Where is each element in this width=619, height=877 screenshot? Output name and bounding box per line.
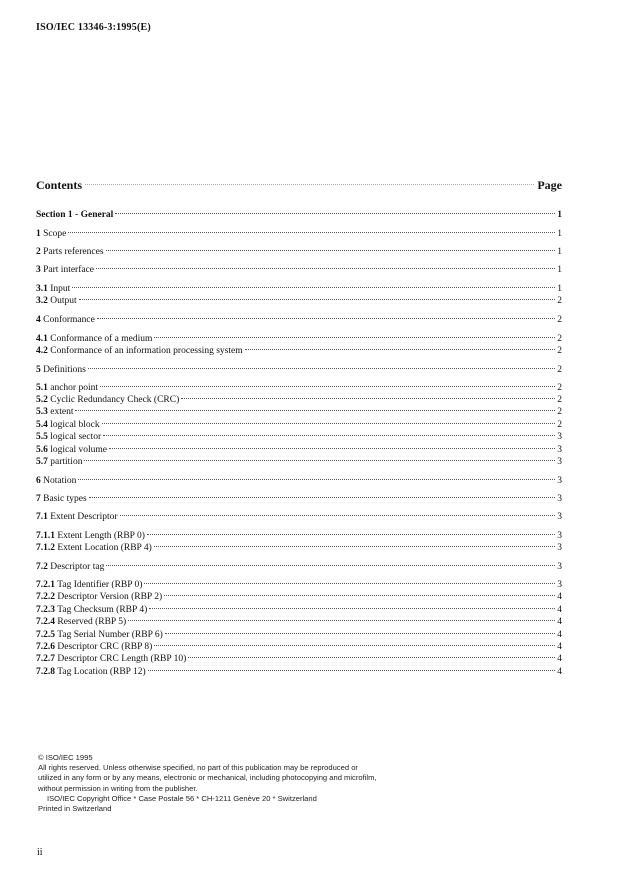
toc-entry-number: 5.4 bbox=[36, 420, 48, 430]
toc-entry-title: Conformance of a medium bbox=[50, 334, 153, 344]
toc-entry-page: 3 bbox=[557, 580, 562, 590]
dot-leader bbox=[84, 460, 555, 461]
dot-leader bbox=[109, 448, 555, 449]
toc-entry-label bbox=[36, 346, 243, 357]
toc-entry-page: 4 bbox=[557, 654, 562, 664]
toc-entry-number: 7.1.2 bbox=[36, 543, 55, 553]
toc-entry-label bbox=[36, 562, 104, 573]
toc-entry-title: logical volume bbox=[50, 445, 107, 455]
toc-entry-page: 3 bbox=[557, 531, 562, 541]
toc-entry-label bbox=[36, 395, 179, 406]
toc-entry-page: 3 bbox=[557, 476, 562, 486]
toc-entry[interactable] bbox=[36, 654, 562, 665]
toc-entry-title: Basic types bbox=[43, 494, 87, 504]
toc-entry[interactable] bbox=[36, 229, 562, 240]
dot-leader bbox=[78, 479, 555, 480]
toc-entry[interactable] bbox=[36, 531, 562, 542]
toc-entry-title: Tag Identifier (RBP 0) bbox=[57, 580, 143, 590]
dot-leader bbox=[102, 423, 556, 424]
toc-entry-label bbox=[36, 476, 76, 487]
toc-entry-title: Tag Serial Number (RBP 6) bbox=[57, 630, 163, 640]
toc-entry[interactable] bbox=[36, 476, 562, 487]
toc-entry-title: logical sector bbox=[50, 432, 102, 442]
toc-entry-label bbox=[36, 580, 142, 591]
toc-entry-number: 1 bbox=[36, 229, 41, 239]
toc-entry-label bbox=[36, 667, 146, 678]
toc-entry-title: Output bbox=[50, 296, 77, 306]
toc-entry-title: Descriptor Version (RBP 2) bbox=[57, 592, 163, 602]
page-number: ii bbox=[37, 847, 43, 858]
contents-heading-row bbox=[36, 178, 562, 193]
dot-leader bbox=[72, 287, 555, 288]
toc-entry-label bbox=[36, 642, 152, 653]
toc-entry-page: 4 bbox=[557, 592, 562, 602]
toc-entry[interactable] bbox=[36, 284, 562, 295]
dot-leader bbox=[68, 232, 555, 233]
toc-entry-label bbox=[36, 315, 95, 326]
toc-entry[interactable] bbox=[36, 247, 562, 258]
toc-entry[interactable] bbox=[36, 210, 562, 221]
toc-entry-label bbox=[36, 630, 163, 641]
toc-entry[interactable] bbox=[36, 543, 562, 554]
toc-entry-number: 7.1.1 bbox=[36, 531, 55, 541]
dot-leader bbox=[245, 349, 556, 350]
toc-entry-title: Definitions bbox=[43, 365, 86, 375]
toc-entry-title: Extent Length (RBP 0) bbox=[57, 531, 145, 541]
contents-title: Contents bbox=[36, 178, 83, 192]
toc-entry-number: 2 bbox=[36, 247, 41, 257]
toc-entry-page: 2 bbox=[557, 407, 562, 417]
toc-entry-label bbox=[36, 457, 82, 468]
toc-entry[interactable] bbox=[36, 265, 562, 276]
copyright-line: © ISO/IEC 1995 bbox=[38, 753, 93, 762]
toc-entry-page: 2 bbox=[557, 395, 562, 405]
toc-entry-label bbox=[36, 494, 87, 505]
toc-entry-number: 4 bbox=[36, 315, 41, 325]
dot-leader bbox=[96, 268, 555, 269]
toc-entry-number: 7.2.8 bbox=[36, 667, 55, 677]
toc-entry-label bbox=[36, 229, 66, 240]
toc-entry[interactable] bbox=[36, 605, 562, 616]
toc-entry-number: 5 bbox=[36, 365, 41, 375]
toc-entry-title: Notation bbox=[43, 476, 77, 486]
toc-entry-title: logical block bbox=[50, 420, 100, 430]
toc-entry[interactable] bbox=[36, 642, 562, 653]
toc-entry[interactable] bbox=[36, 617, 562, 628]
dot-leader bbox=[144, 583, 555, 584]
dot-leader bbox=[154, 645, 555, 646]
copyright-line: All rights reserved. Unless otherwise specified, no part of this publication may be reproduced or bbox=[38, 763, 358, 773]
dot-leader bbox=[188, 657, 555, 658]
toc-entry-label bbox=[36, 247, 104, 258]
toc-entry-page: 2 bbox=[557, 334, 562, 344]
toc-entry[interactable] bbox=[36, 432, 562, 443]
dot-leader bbox=[128, 620, 555, 621]
toc-entry-number: 7.2.6 bbox=[36, 642, 55, 652]
dot-leader bbox=[88, 368, 555, 369]
toc-entry-label bbox=[36, 210, 113, 221]
toc-entry-page: 1 bbox=[557, 247, 562, 257]
toc-entry-number: 5.1 bbox=[36, 383, 48, 393]
toc-entry[interactable] bbox=[36, 334, 562, 345]
toc-entry-number: 5.3 bbox=[36, 407, 48, 417]
toc-entry-title: Cyclic Redundancy Check (CRC) bbox=[50, 395, 180, 405]
toc-entry-title: Conformance of an information processing system bbox=[50, 346, 243, 356]
dot-leader bbox=[75, 410, 555, 411]
toc-entry-page: 3 bbox=[557, 543, 562, 553]
toc-entry-page: 3 bbox=[557, 445, 562, 455]
dot-leader bbox=[148, 670, 556, 671]
toc-entry-label bbox=[36, 531, 145, 542]
toc-entry-number: 3.2 bbox=[36, 296, 48, 306]
toc-entry-page: 2 bbox=[557, 315, 562, 325]
toc-entry-number: 6 bbox=[36, 476, 41, 486]
toc-entry-title: Tag Location (RBP 12) bbox=[57, 667, 146, 677]
toc-entry-page: 1 bbox=[557, 284, 562, 294]
toc-entry-number: 4.1 bbox=[36, 334, 48, 344]
toc-entry-page: 2 bbox=[557, 383, 562, 393]
toc-entry[interactable] bbox=[36, 512, 562, 523]
toc-entry-title: Conformance bbox=[43, 315, 95, 325]
toc-entry-page: 3 bbox=[557, 432, 562, 442]
toc-entry-number: 7.2.3 bbox=[36, 605, 55, 615]
toc-entry-number: 4.2 bbox=[36, 346, 48, 356]
toc-entry-label bbox=[36, 420, 100, 431]
dot-leader bbox=[89, 497, 556, 498]
toc-entry-page: 2 bbox=[557, 346, 562, 356]
toc-entry[interactable] bbox=[36, 383, 562, 394]
dot-leader bbox=[120, 515, 556, 516]
toc-entry[interactable] bbox=[36, 395, 562, 406]
document-id-header: ISO/IEC 13346-3:1995(E) bbox=[36, 22, 151, 33]
toc-entry-number: 5.7 bbox=[36, 457, 48, 467]
toc-entry-title: Descriptor CRC (RBP 8) bbox=[57, 642, 153, 652]
toc-entry-label bbox=[36, 592, 162, 603]
toc-entry[interactable] bbox=[36, 315, 562, 326]
toc-entry-title: Descriptor tag bbox=[50, 562, 105, 572]
toc-entry-title: Descriptor CRC Length (RBP 10) bbox=[57, 654, 187, 664]
toc-entry[interactable] bbox=[36, 457, 562, 468]
toc-entry-number: 5.6 bbox=[36, 445, 48, 455]
toc-entry-label bbox=[36, 512, 118, 523]
toc-entry-page: 2 bbox=[557, 365, 562, 375]
dot-leader bbox=[106, 565, 555, 566]
toc-entry-page: 4 bbox=[557, 642, 562, 652]
toc-entry-label bbox=[36, 605, 147, 616]
toc-entry-page: 3 bbox=[557, 562, 562, 572]
toc-entry-page: 1 bbox=[557, 210, 562, 220]
toc-entry[interactable] bbox=[36, 580, 562, 591]
dot-leader bbox=[149, 608, 555, 609]
toc-entry-number: 7.2 bbox=[36, 562, 48, 572]
toc-entry[interactable] bbox=[36, 420, 562, 431]
dot-leader bbox=[97, 318, 555, 319]
page-column-label: Page bbox=[537, 178, 562, 192]
toc-entry-label bbox=[36, 284, 70, 295]
dot-leader bbox=[147, 534, 555, 535]
dot-leader bbox=[115, 213, 555, 214]
toc-entry-title: Parts references bbox=[43, 247, 104, 257]
toc-entry-label bbox=[36, 543, 152, 554]
toc-entry-title: Part interface bbox=[43, 265, 95, 275]
toc-entry-label bbox=[36, 296, 77, 307]
toc-entry[interactable] bbox=[36, 296, 562, 307]
copyright-line: utilized in any form or by any means, electronic or mechanical, including photocopying and microfilm, bbox=[38, 773, 377, 783]
toc-entry[interactable] bbox=[36, 562, 562, 573]
toc-entry-title: Extent Descriptor bbox=[50, 512, 118, 522]
toc-entry-title: Tag Checksum (RBP 4) bbox=[57, 605, 148, 615]
toc-entry[interactable] bbox=[36, 365, 562, 376]
toc-entry-label bbox=[36, 407, 73, 418]
toc-entry-number: 5.5 bbox=[36, 432, 48, 442]
toc-entry-page: 3 bbox=[557, 512, 562, 522]
copyright-office-line: ISO/IEC Copyright Office * Case Postale 56 * CH-1211 Genève 20 * Switzerland bbox=[47, 793, 317, 803]
toc-entry[interactable] bbox=[36, 445, 562, 456]
toc-entry-label bbox=[36, 334, 152, 345]
toc-entry-title: Extent Location (RBP 4) bbox=[57, 543, 152, 553]
toc-entry-number: 7.2.4 bbox=[36, 617, 55, 627]
toc-entry[interactable] bbox=[36, 346, 562, 357]
toc-entry-title: Input bbox=[50, 284, 71, 294]
dot-leader bbox=[79, 299, 556, 300]
toc-entry-title: anchor point bbox=[50, 383, 99, 393]
dot-leader bbox=[181, 398, 555, 399]
toc-entry-page: 1 bbox=[557, 229, 562, 239]
toc-entry-page: 4 bbox=[557, 630, 562, 640]
dot-leader bbox=[85, 184, 534, 185]
toc-entry[interactable] bbox=[36, 592, 562, 603]
copyright-line: without permission in writing from the publisher. bbox=[38, 783, 198, 793]
toc-entry-label bbox=[36, 445, 107, 456]
toc-entry-label bbox=[36, 617, 126, 628]
dot-leader bbox=[165, 633, 555, 634]
toc-entry[interactable] bbox=[36, 407, 562, 418]
toc-entry-label bbox=[36, 432, 101, 443]
toc-entry-number: 5.2 bbox=[36, 395, 48, 405]
toc-entry-page: 2 bbox=[557, 420, 562, 430]
toc-entry-number: 3 bbox=[36, 265, 41, 275]
toc-entry-title: partition bbox=[50, 457, 83, 467]
toc-entry-number: 3.1 bbox=[36, 284, 48, 294]
toc-entry-title: Reserved (RBP 5) bbox=[57, 617, 127, 627]
dot-leader bbox=[103, 435, 555, 436]
toc-entry-number: 7 bbox=[36, 494, 41, 504]
toc-entry-number: 7.2.1 bbox=[36, 580, 55, 590]
toc-entry-title: Scope bbox=[43, 229, 67, 239]
toc-entry-number: 7.2.7 bbox=[36, 654, 55, 664]
toc-entry-page: 3 bbox=[557, 457, 562, 467]
toc-entry-number: 7.2.5 bbox=[36, 630, 55, 640]
toc-entry-page: 3 bbox=[557, 494, 562, 504]
toc-entry-label bbox=[36, 654, 186, 665]
dot-leader bbox=[164, 595, 555, 596]
toc-entry-page: 1 bbox=[557, 265, 562, 275]
toc-entry-page: 4 bbox=[557, 617, 562, 627]
dot-leader bbox=[154, 337, 555, 338]
copyright-notice bbox=[38, 753, 377, 814]
dot-leader bbox=[154, 546, 556, 547]
toc-entry[interactable] bbox=[36, 630, 562, 641]
toc-entry-title: Section 1 - General bbox=[36, 210, 114, 220]
dot-leader bbox=[106, 250, 556, 251]
toc-entry-number: 7.1 bbox=[36, 512, 48, 522]
toc-entry-label bbox=[36, 365, 86, 376]
printed-in-line: Printed in Switzerland bbox=[38, 804, 112, 814]
toc-entry-title: extent bbox=[50, 407, 74, 417]
toc-entry-page: 2 bbox=[557, 296, 562, 306]
toc-entry-label bbox=[36, 383, 98, 394]
toc-entry-label bbox=[36, 265, 94, 276]
toc-entry-number: 7.2.2 bbox=[36, 592, 55, 602]
toc-entry-page: 4 bbox=[557, 605, 562, 615]
toc-entry[interactable] bbox=[36, 667, 562, 678]
toc-entry-page: 4 bbox=[557, 667, 562, 677]
dot-leader bbox=[100, 386, 555, 387]
toc-entry[interactable] bbox=[36, 494, 562, 505]
